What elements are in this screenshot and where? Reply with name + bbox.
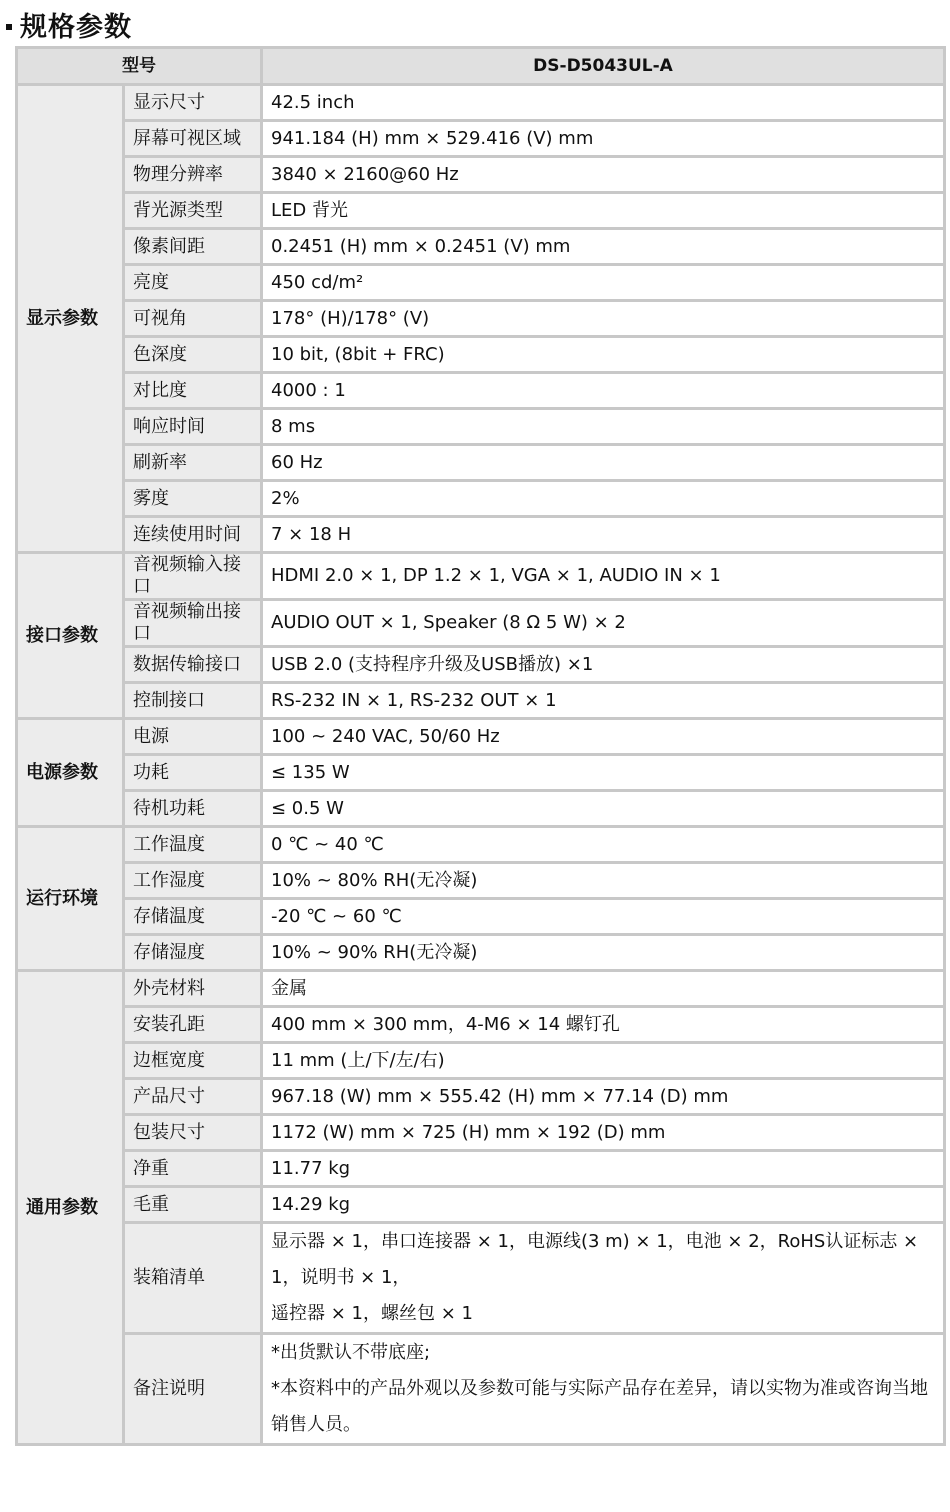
spec-key: 显示尺寸	[124, 85, 262, 121]
category-label: 通用参数	[17, 971, 124, 1445]
table-row	[17, 481, 945, 517]
spec-value: 10% ~ 80% RH(无冷凝)	[262, 863, 945, 899]
category-label: 显示参数	[17, 85, 124, 553]
table-row	[17, 1115, 945, 1151]
table-header-row	[17, 48, 945, 85]
spec-value: 8 ms	[262, 409, 945, 445]
spec-key: 物理分辨率	[124, 157, 262, 193]
spec-value: 178° (H)/178° (V)	[262, 301, 945, 337]
spec-value: 60 Hz	[262, 445, 945, 481]
table-row	[17, 1079, 945, 1115]
spec-value: HDMI 2.0 × 1, DP 1.2 × 1, VGA × 1, AUDIO IN × 1	[262, 553, 945, 600]
spec-key: 像素间距	[124, 229, 262, 265]
table-row	[17, 517, 945, 553]
table-row	[17, 683, 945, 719]
spec-key: 装箱清单	[124, 1223, 262, 1334]
table-row	[17, 193, 945, 229]
table-row	[17, 719, 945, 755]
spec-value	[262, 1223, 945, 1334]
table-row	[17, 553, 945, 600]
spec-value: 14.29 kg	[262, 1187, 945, 1223]
spec-key: 电源	[124, 719, 262, 755]
spec-value: 4000 : 1	[262, 373, 945, 409]
spec-key: 包装尺寸	[124, 1115, 262, 1151]
spec-table-body	[17, 85, 945, 1445]
spec-key: 音视频输出接口	[124, 600, 262, 647]
spec-value-line: 遥控器 × 1，螺丝包 × 1	[271, 1303, 473, 1324]
table-row	[17, 827, 945, 863]
spec-key: 亮度	[124, 265, 262, 301]
spec-value: ≤ 0.5 W	[262, 791, 945, 827]
spec-key: 存储湿度	[124, 935, 262, 971]
spec-value: 2%	[262, 481, 945, 517]
spec-value: 11 mm (上/下/左/右)	[262, 1043, 945, 1079]
category-label: 运行环境	[17, 827, 124, 971]
spec-key: 控制接口	[124, 683, 262, 719]
category-label: 电源参数	[17, 719, 124, 827]
spec-value: 450 cd/m²	[262, 265, 945, 301]
table-row	[17, 863, 945, 899]
spec-key: 背光源类型	[124, 193, 262, 229]
table-row	[17, 157, 945, 193]
spec-value: 7 × 18 H	[262, 517, 945, 553]
table-row	[17, 1334, 945, 1445]
table-row	[17, 1223, 945, 1334]
spec-value: 967.18 (W) mm × 555.42 (H) mm × 77.14 (D) mm	[262, 1079, 945, 1115]
table-row	[17, 1187, 945, 1223]
spec-value: 400 mm × 300 mm，4-M6 × 14 螺钉孔	[262, 1007, 945, 1043]
table-row	[17, 935, 945, 971]
table-row	[17, 265, 945, 301]
spec-key: 外壳材料	[124, 971, 262, 1007]
spec-value-line: 显示器 × 1，串口连接器 × 1，电源线(3 m) × 1，电池 × 2，RoHS认证标志 × 1，说明书 × 1，	[271, 1231, 919, 1288]
spec-value	[262, 1334, 945, 1445]
spec-value: LED 背光	[262, 193, 945, 229]
spec-value: 3840 × 2160@60 Hz	[262, 157, 945, 193]
table-row	[17, 647, 945, 683]
spec-value: 金属	[262, 971, 945, 1007]
spec-value: 100 ~ 240 VAC, 50/60 Hz	[262, 719, 945, 755]
spec-key: 连续使用时间	[124, 517, 262, 553]
spec-value-line: *出货默认不带底座;	[271, 1342, 431, 1363]
spec-key: 屏幕可视区域	[124, 121, 262, 157]
table-row	[17, 899, 945, 935]
spec-key: 响应时间	[124, 409, 262, 445]
table-row	[17, 1151, 945, 1187]
spec-key: 备注说明	[124, 1334, 262, 1445]
table-row	[17, 85, 945, 121]
table-row	[17, 229, 945, 265]
category-label: 接口参数	[17, 553, 124, 719]
spec-table	[15, 46, 946, 1446]
spec-key: 边框宽度	[124, 1043, 262, 1079]
spec-value: 10% ~ 90% RH(无冷凝)	[262, 935, 945, 971]
spec-value: 1172 (W) mm × 725 (H) mm × 192 (D) mm	[262, 1115, 945, 1151]
spec-value: ≤ 135 W	[262, 755, 945, 791]
table-row	[17, 121, 945, 157]
page-title-block	[6, 4, 132, 44]
spec-key: 净重	[124, 1151, 262, 1187]
spec-value: -20 ℃ ~ 60 ℃	[262, 899, 945, 935]
table-row	[17, 445, 945, 481]
spec-key: 可视角	[124, 301, 262, 337]
spec-value: 42.5 inch	[262, 85, 945, 121]
spec-key: 功耗	[124, 755, 262, 791]
bullet-icon	[6, 24, 12, 30]
spec-key: 对比度	[124, 373, 262, 409]
spec-key: 存储温度	[124, 899, 262, 935]
spec-key: 数据传输接口	[124, 647, 262, 683]
spec-value: 0 ℃ ~ 40 ℃	[262, 827, 945, 863]
spec-key: 毛重	[124, 1187, 262, 1223]
header-model-label: 型号	[17, 48, 262, 85]
header-model-value: DS-D5043UL-A	[262, 48, 945, 85]
page-title: 规格参数	[20, 11, 132, 43]
table-row	[17, 337, 945, 373]
spec-key: 刷新率	[124, 445, 262, 481]
table-row	[17, 301, 945, 337]
spec-value: 10 bit, (8bit + FRC)	[262, 337, 945, 373]
spec-value: 11.77 kg	[262, 1151, 945, 1187]
table-row	[17, 600, 945, 647]
table-row	[17, 373, 945, 409]
table-row	[17, 971, 945, 1007]
spec-key: 工作温度	[124, 827, 262, 863]
spec-value: RS-232 IN × 1, RS-232 OUT × 1	[262, 683, 945, 719]
spec-key: 安装孔距	[124, 1007, 262, 1043]
spec-key: 工作湿度	[124, 863, 262, 899]
spec-key: 产品尺寸	[124, 1079, 262, 1115]
table-row	[17, 1007, 945, 1043]
spec-key: 音视频输入接口	[124, 553, 262, 600]
spec-value-line: *本资料中的产品外观以及参数可能与实际产品存在差异，请以实物为准或咨询当地销售人员。	[271, 1378, 928, 1435]
spec-key: 待机功耗	[124, 791, 262, 827]
table-row	[17, 791, 945, 827]
spec-value: 0.2451 (H) mm × 0.2451 (V) mm	[262, 229, 945, 265]
table-row	[17, 409, 945, 445]
table-row	[17, 1043, 945, 1079]
spec-value: USB 2.0 (支持程序升级及USB播放) ×1	[262, 647, 945, 683]
spec-value: 941.184 (H) mm × 529.416 (V) mm	[262, 121, 945, 157]
table-row	[17, 755, 945, 791]
spec-key: 雾度	[124, 481, 262, 517]
spec-value: AUDIO OUT × 1, Speaker (8 Ω 5 W) × 2	[262, 600, 945, 647]
spec-key: 色深度	[124, 337, 262, 373]
